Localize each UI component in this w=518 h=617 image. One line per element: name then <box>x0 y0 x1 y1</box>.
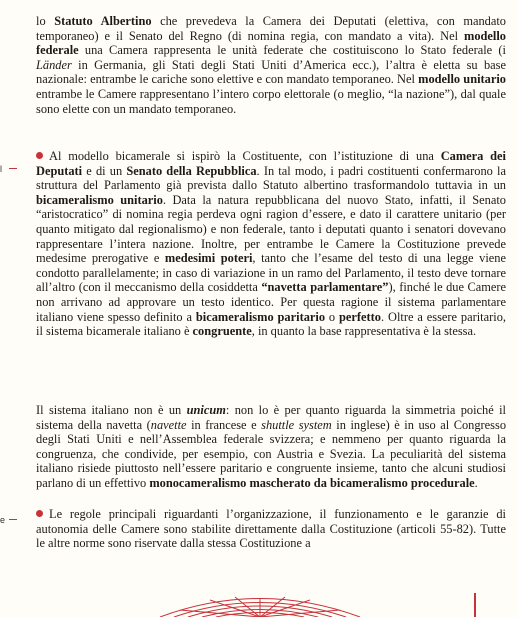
text-run: . <box>474 475 478 490</box>
text-run: Camera dei Deputati <box>36 149 506 178</box>
text-run: congruente <box>192 324 252 339</box>
paragraph-2 <box>36 149 506 339</box>
text-run: , tanto che l’esame del testo di una legge viene condotto parallelamente; in caso di variazione in un ramo del Parlamento, il testo deve tornare all’altro (con il meccanismo della cosiddetta <box>36 251 506 295</box>
text-run: medesimi poteri <box>164 251 253 266</box>
text-run: unicum <box>186 403 226 417</box>
red-bullet-icon <box>36 510 43 517</box>
text-run: . Oltre a essere paritario, il sistema bicamerale italiano è <box>36 309 506 339</box>
text-run: entrambe le Camere rappresentano l’intero corpo elettorale (o meglio, “la nazione”), dal quale sono elette con un mandato temporaneo. <box>36 86 506 116</box>
text-run: . In tal modo, i padri costituenti confermarono la struttura del Parlamento già prevista dallo Statuto albertino trasformandolo tuttavia in un <box>36 163 506 193</box>
text-run: Al modello bicamerale si ispirò la Costituente, con l’istituzione di una <box>49 149 441 163</box>
text-run: Le regole principali riguardanti l’organizzazione, il funzionamento e le garanzie di autonomia delle Camere sono stabilite direttamente dalla Costituzione (articoli 55-82). Tutte le altre norme sono riservate dalla stessa Costituzione a <box>36 507 506 551</box>
text-run: shuttle system <box>261 417 332 432</box>
text-run: , in quanto la base rappresentativa è la stessa. <box>251 324 477 339</box>
parliament-hemicycle-illustration <box>150 586 370 617</box>
margin-mark-1: l <box>0 162 16 176</box>
text-run: ), finché le due Camere non arrivano ad approvare un testo identico. Per questa ragione il sistema parlamentare italiano viene spesso definito a <box>36 280 507 324</box>
paragraph-1 <box>36 14 506 116</box>
text-run: monocameralismo mascherato da bicameralismo procedurale <box>149 475 475 490</box>
text-run: in Germania, gli Stati degli Stati Uniti d’America ecc.), l’altra è eletta su base nazionale: entrambe le cariche sono elettive e con mandato temporaneo. Nel <box>36 57 506 87</box>
text-run: che prevedeva la Camera dei Deputati (elettiva, con mandato temporaneo) e il Senato del Regno (di nomina regia, con mandato a vita). Nel <box>36 14 506 43</box>
text-run: bicameralismo paritario <box>195 309 326 324</box>
text-run: Länder <box>36 57 72 72</box>
text-run: navette <box>150 417 187 432</box>
text-run: o <box>325 309 340 324</box>
text-run: in inglese) è in uso al Congresso degli Stati Uniti e nell’Assemblea federale svizzera; e nemmeno per quanto riguarda la congruenza, che condivide, per esempio, con Austria e Svezia. La peculiarità del sistema italiano risiede piuttosto nell’essere paritario e congruente insieme, tanto che alcuni studiosi parlano di un effettivo <box>36 417 507 490</box>
text-run: e di un <box>82 163 127 178</box>
text-run: Statuto Albertino <box>54 14 152 28</box>
decorative-red-rule <box>474 593 476 617</box>
margin-mark-2: e <box>0 513 16 527</box>
text-run: “navetta parlamentare” <box>261 280 389 295</box>
paragraph-3 <box>36 403 506 491</box>
text-run: modello unitario <box>418 72 506 87</box>
text-run: : non lo è per quanto riguarda la simmetria poiché il sistema della navetta ( <box>36 403 506 432</box>
text-run: bicameralismo unitario <box>36 192 163 207</box>
red-bullet-icon <box>36 152 43 159</box>
text-run: Il sistema italiano non è un <box>36 403 187 417</box>
text-run: una Camera rappresenta le unità federate che costituiscono lo Stato federale (i <box>78 43 506 58</box>
text-run: in francese e <box>186 417 262 432</box>
text-run: perfetto <box>339 309 381 324</box>
text-run: Senato della Repubblica <box>126 163 257 178</box>
text-run: lo <box>36 14 55 28</box>
text-run: . Data la natura repubblicana del nuovo Stato, infatti, il Senato “aristocratico” di nomina regia perdeva ogni ragion d’essere, e dato il carattere unitario (per quanto mitigato dal regionalismo) e non federale, tanto i deputati quanto i senatori dovevano rappresentare l’intera nazione. Inoltre, per entrambe le Camere la Costituzione prevede medesime prerogative e <box>36 192 506 266</box>
text-run: modello federale <box>36 28 506 58</box>
paragraph-4 <box>36 507 506 551</box>
